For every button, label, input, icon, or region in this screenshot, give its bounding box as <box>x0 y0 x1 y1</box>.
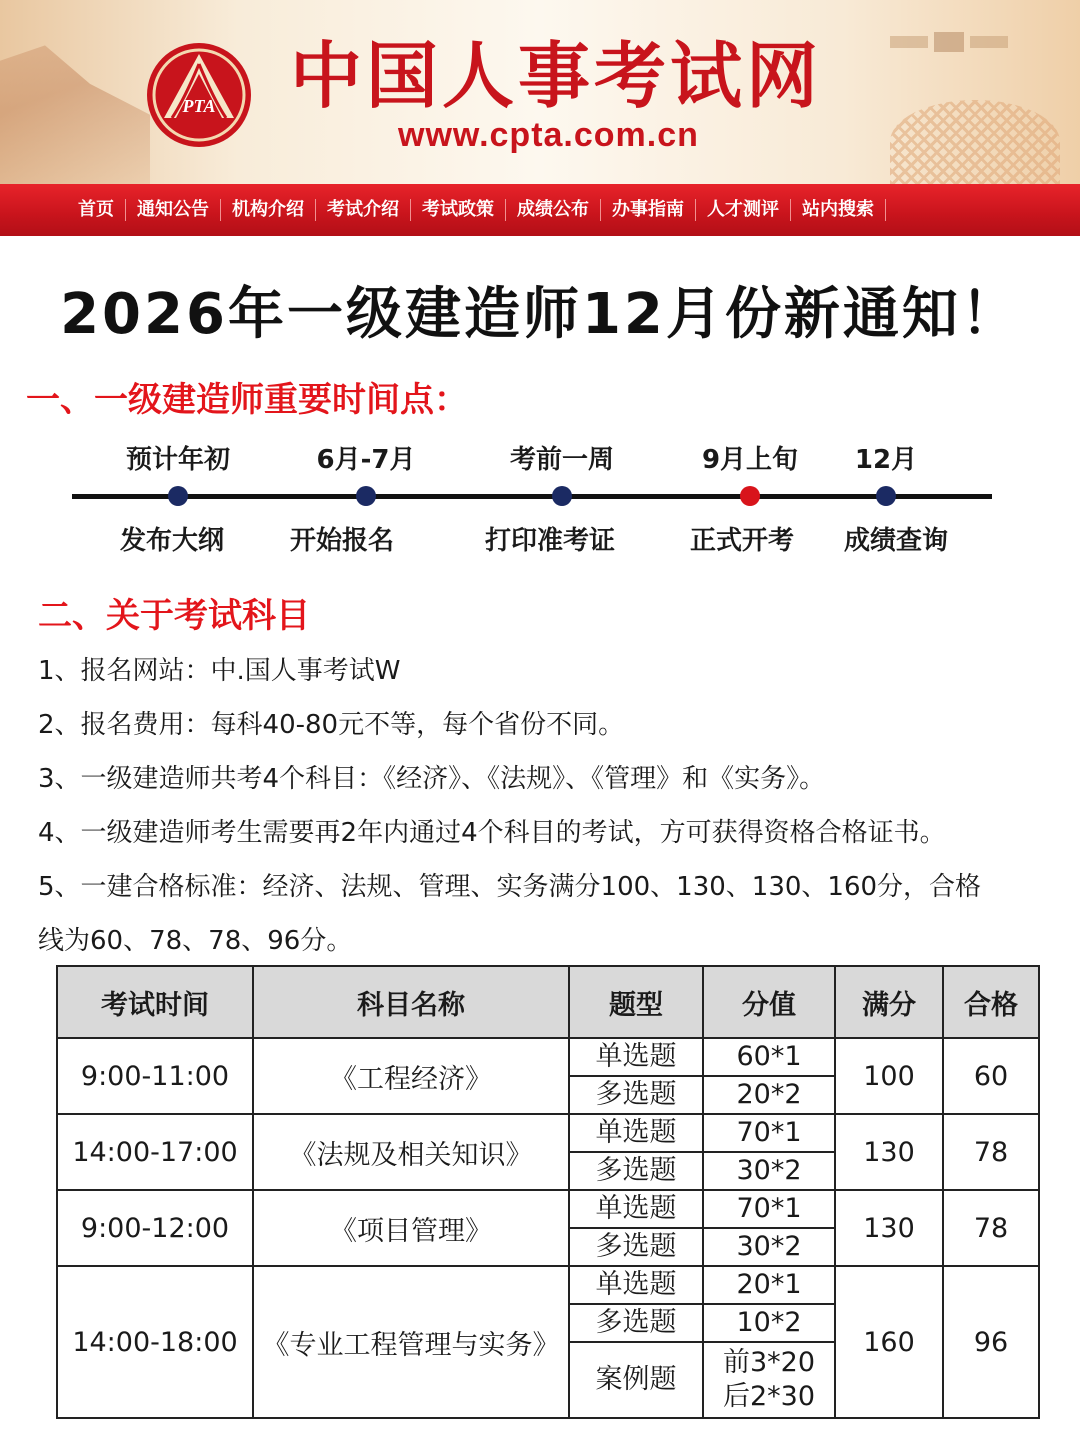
nav-item-search[interactable]: 站内搜索 <box>791 199 886 221</box>
timeline-event: 正式开考 <box>689 526 794 556</box>
header-type: 题型 <box>569 966 703 1038</box>
cell-full: 130 <box>835 1190 943 1266</box>
logo-text: PTA <box>182 96 216 116</box>
exam-table <box>56 965 1038 1419</box>
cell-pass: 96 <box>943 1266 1039 1418</box>
timeline-dot-highlight <box>740 486 760 506</box>
site-url[interactable]: www.cpta.com.cn <box>398 116 699 154</box>
nav-item-assessment[interactable]: 人才测评 <box>696 199 791 221</box>
nav-item-policy[interactable]: 考试政策 <box>411 199 506 221</box>
list-item: 4、一级建造师考生需要再2年内通过4个科目的考试，方可获得资格合格证书。 <box>38 818 946 848</box>
timeline-event: 打印准考证 <box>484 526 615 556</box>
cell-subject: 《法规及相关知识》 <box>253 1114 569 1190</box>
cell-score: 60*1 <box>703 1038 835 1076</box>
timeline-time: 预计年初 <box>125 445 230 475</box>
section2-heading: 二、关于考试科目 <box>38 596 310 636</box>
timeline-dot <box>876 486 896 506</box>
cell-type: 单选题 <box>569 1190 703 1228</box>
list-item: 5、一建合格标准：经济、法规、管理、实务满分100、130、130、160分，合格 <box>38 872 982 902</box>
timeline-dot <box>356 486 376 506</box>
table-row <box>57 1038 1039 1076</box>
nav-item-about[interactable]: 机构介绍 <box>221 199 316 221</box>
info-list <box>38 644 1048 968</box>
cell-score: 70*1 <box>703 1190 835 1228</box>
cell-subject: 《工程经济》 <box>253 1038 569 1114</box>
table-row <box>57 1266 1039 1304</box>
header-score: 分值 <box>703 966 835 1038</box>
cell-score: 30*2 <box>703 1152 835 1190</box>
cell-time: 9:00-11:00 <box>57 1038 253 1114</box>
cell-type: 单选题 <box>569 1114 703 1152</box>
timeline-point <box>786 440 986 506</box>
timeline-point <box>266 440 466 506</box>
great-wall-decoration <box>0 30 150 184</box>
cell-subject: 《专业工程管理与实务》 <box>253 1266 569 1418</box>
cell-pass: 78 <box>943 1114 1039 1190</box>
nav-item-home[interactable]: 首页 <box>74 199 126 221</box>
page-title: 2026年一级建造师12月份新通知！ <box>60 282 1020 347</box>
cell-score: 70*1 <box>703 1114 835 1152</box>
list-item: 2、报名费用：每科40-80元不等，每个省份不同。 <box>38 710 625 740</box>
timeline-point <box>78 440 278 506</box>
score-line: 前3*20 <box>722 1347 816 1378</box>
cell-time: 9:00-12:00 <box>57 1190 253 1266</box>
cell-score: 10*2 <box>703 1304 835 1342</box>
list-item: 1、报名网站：中.国人事考试W <box>38 656 401 686</box>
cell-subject: 《项目管理》 <box>253 1190 569 1266</box>
site-banner <box>0 0 1080 184</box>
nav-item-results[interactable]: 成绩公布 <box>506 199 601 221</box>
header-full: 满分 <box>835 966 943 1038</box>
birds-nest-decoration <box>890 100 1060 184</box>
cell-full: 130 <box>835 1114 943 1190</box>
timeline-time: 6月-7月 <box>316 445 416 475</box>
timeline-time: 12月 <box>854 445 918 475</box>
header-time: 考试时间 <box>57 966 253 1038</box>
cell-type: 单选题 <box>569 1266 703 1304</box>
nav-item-exams[interactable]: 考试介绍 <box>316 199 411 221</box>
cell-time: 14:00-17:00 <box>57 1114 253 1190</box>
cell-type: 多选题 <box>569 1076 703 1114</box>
cell-pass: 60 <box>943 1038 1039 1114</box>
satellite-icon <box>890 18 1010 68</box>
cell-score-split <box>703 1342 835 1418</box>
section1-heading: 一、一级建造师重要时间点： <box>26 380 468 420</box>
table-row <box>57 1114 1039 1152</box>
cell-score: 20*1 <box>703 1266 835 1304</box>
cell-score: 30*2 <box>703 1228 835 1266</box>
timeline-time: 9月上旬 <box>701 445 799 475</box>
timeline-dot <box>552 486 572 506</box>
header-pass: 合格 <box>943 966 1039 1038</box>
cell-pass: 78 <box>943 1190 1039 1266</box>
cell-type: 多选题 <box>569 1304 703 1342</box>
score-line: 后2*30 <box>722 1381 816 1412</box>
cell-type: 单选题 <box>569 1038 703 1076</box>
timeline-time: 考前一周 <box>509 445 614 475</box>
list-item: 线为60、78、78、96分。 <box>38 926 353 956</box>
cell-full: 160 <box>835 1266 943 1418</box>
table-row <box>57 1190 1039 1228</box>
list-item: 3、一级建造师共考4个科目：《经济》、《法规》、《管理》和《实务》。 <box>38 764 826 794</box>
site-name: 中国人事考试网 <box>290 34 823 118</box>
timeline-dot <box>168 486 188 506</box>
cell-type: 多选题 <box>569 1228 703 1266</box>
table-header-row <box>57 966 1039 1038</box>
cell-time: 14:00-18:00 <box>57 1266 253 1418</box>
timeline-event: 发布大纲 <box>119 526 224 556</box>
cell-full: 100 <box>835 1038 943 1114</box>
timeline-event: 开始报名 <box>289 526 394 556</box>
nav-item-notices[interactable]: 通知公告 <box>126 199 221 221</box>
timeline-point <box>462 440 662 506</box>
cell-type: 多选题 <box>569 1152 703 1190</box>
main-nav <box>0 184 1080 236</box>
timeline <box>72 440 992 560</box>
pta-logo-icon[interactable] <box>144 40 254 150</box>
cell-type: 案例题 <box>569 1342 703 1418</box>
header-subject: 科目名称 <box>253 966 569 1038</box>
timeline-event: 成绩查询 <box>843 526 948 556</box>
cell-score: 20*2 <box>703 1076 835 1114</box>
exam-schedule-table <box>56 965 1040 1419</box>
nav-item-guide[interactable]: 办事指南 <box>601 199 696 221</box>
